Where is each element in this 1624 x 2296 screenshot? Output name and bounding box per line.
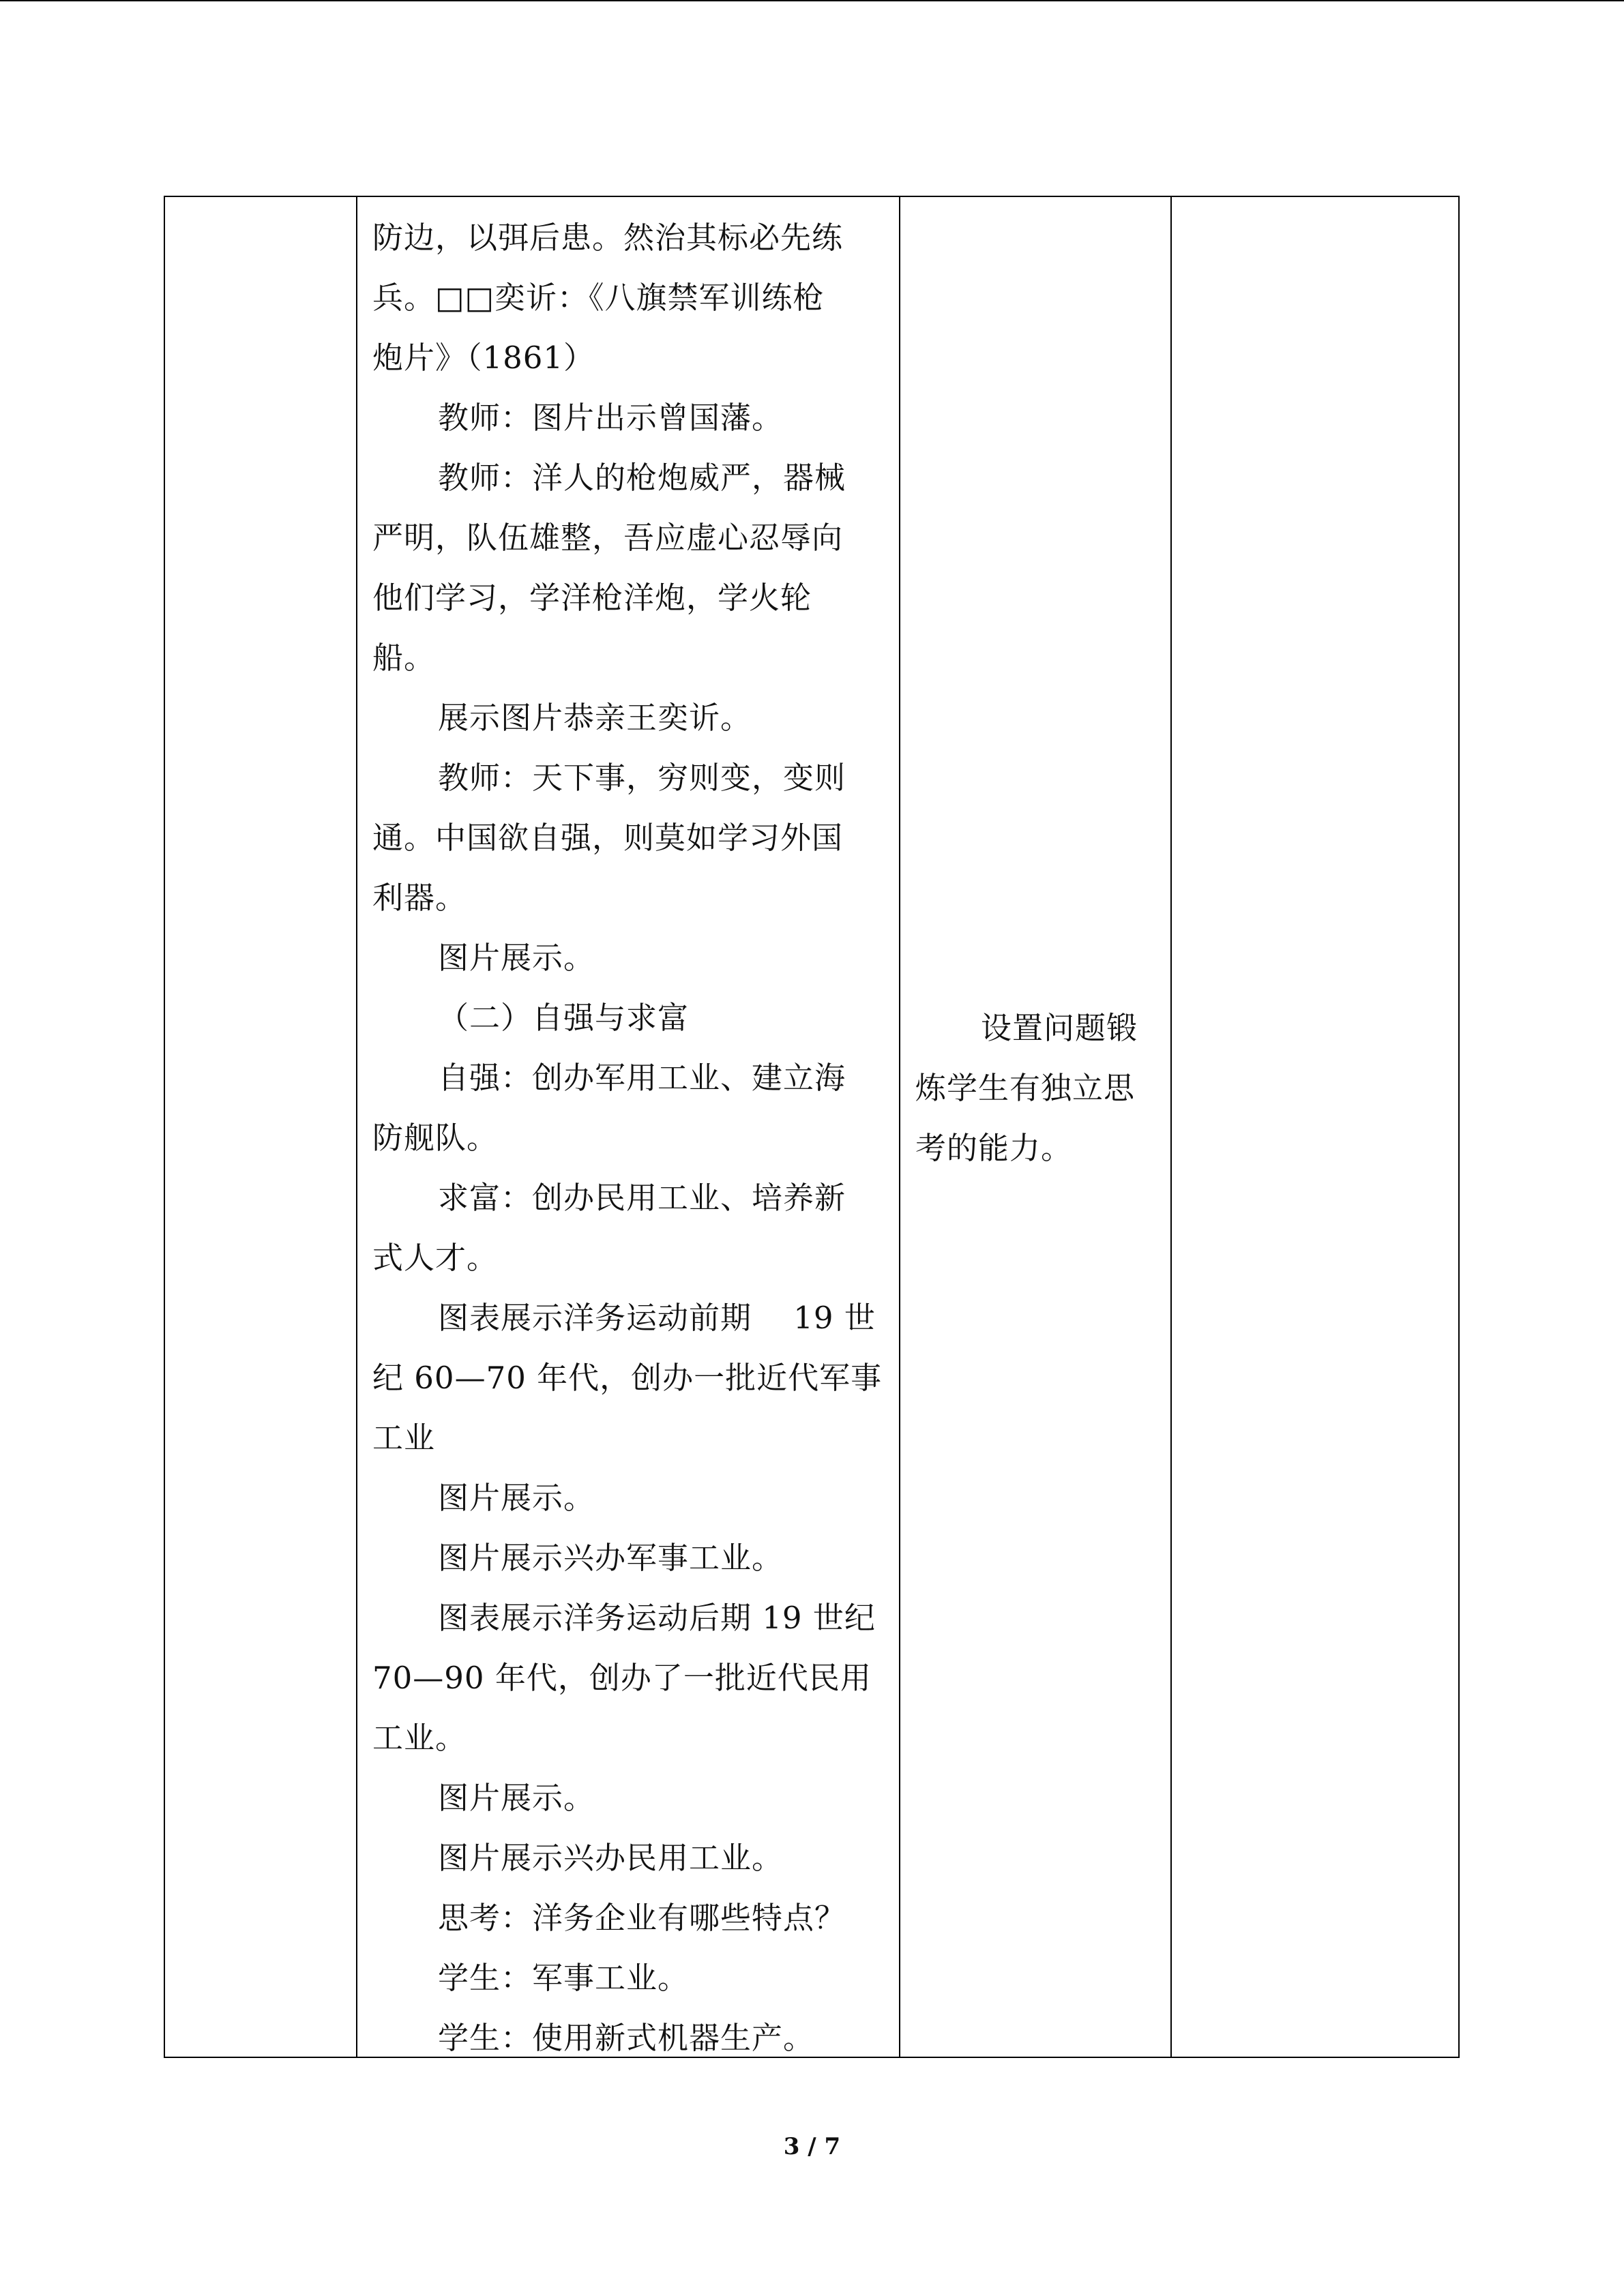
content-text-line: 图片展示兴办民用工业。: [438, 1840, 784, 1876]
content-text-line: 图片展示兴办军事工业。: [438, 1540, 784, 1576]
content-text-line: 防边，以弭后患。然治其标必先练: [372, 220, 844, 256]
content-text-line: 严明，队伍雄整，吾应虚心忍辱向: [372, 520, 844, 556]
lesson-plan-table: [164, 196, 1460, 2058]
table-cell-teaching-content: [357, 197, 899, 2057]
content-text-line: 教师：洋人的枪炮威严，器械: [438, 460, 846, 496]
content-text-line: 炮片》（1861）: [372, 340, 595, 376]
content-text-line: 思考：洋务企业有哪些特点？: [438, 1900, 846, 1936]
table-cell-section: [165, 197, 356, 2057]
content-text-line: 求富：创办民用工业、培养新: [438, 1180, 846, 1216]
design-text-line: 考的能力。: [915, 1130, 1073, 1166]
content-text-line: 图片展示。: [438, 1480, 595, 1516]
page-number: 3 / 7: [783, 2133, 841, 2160]
content-text-line: 纪 60—70 年代，创办一批近代军事: [372, 1360, 883, 1396]
design-text-line: 设置问题锻: [981, 1010, 1138, 1046]
table-cell-notes: [1172, 197, 1460, 2057]
content-text-line: 学生：使用新式机器生产。: [438, 2020, 815, 2056]
content-text-line: 图片展示。: [438, 1780, 595, 1816]
content-text-line: 70—90 年代，创办了一批近代民用: [372, 1660, 872, 1696]
content-text-line: 兵。□□奕䜣：《八旗禁军训练枪: [372, 280, 825, 316]
design-text-line: 炼学生有独立思: [915, 1070, 1136, 1106]
content-text-line: 通。中国欲自强，则莫如学习外国: [372, 820, 844, 856]
content-text-line: 防舰队。: [372, 1120, 499, 1156]
content-text-line: 他们学习，学洋枪洋炮，学火轮: [372, 580, 812, 616]
design-intent-text: [915, 998, 1161, 1178]
content-text-line: 教师：图片出示曾国藩。: [438, 400, 784, 436]
content-text-line: 展示图片恭亲王奕䜣。: [438, 700, 752, 736]
content-text-line: 利器。: [372, 880, 467, 916]
table-cell-design-intent: [900, 197, 1170, 2057]
teaching-content-text: [372, 208, 885, 2068]
content-text-line: （二）自强与求富: [438, 1000, 690, 1036]
content-text-line: 图表展示洋务运动后期 19 世纪: [438, 1600, 876, 1636]
content-text-line: 式人才。: [372, 1240, 499, 1276]
content-text-line: 图表展示洋务运动前期 19 世: [438, 1300, 876, 1336]
content-text-line: 学生：军事工业。: [438, 1960, 690, 1996]
content-text-line: 教师：天下事，穷则变，变则: [438, 760, 846, 796]
content-text-line: 图片展示。: [438, 940, 595, 976]
content-text-line: 自强：创办军用工业、建立海: [438, 1060, 846, 1096]
page-top-border: [0, 0, 1624, 1]
content-text-line: 工业。: [372, 1720, 467, 1756]
content-text-line: 工业: [372, 1420, 436, 1456]
content-text-line: 船。: [372, 640, 436, 676]
